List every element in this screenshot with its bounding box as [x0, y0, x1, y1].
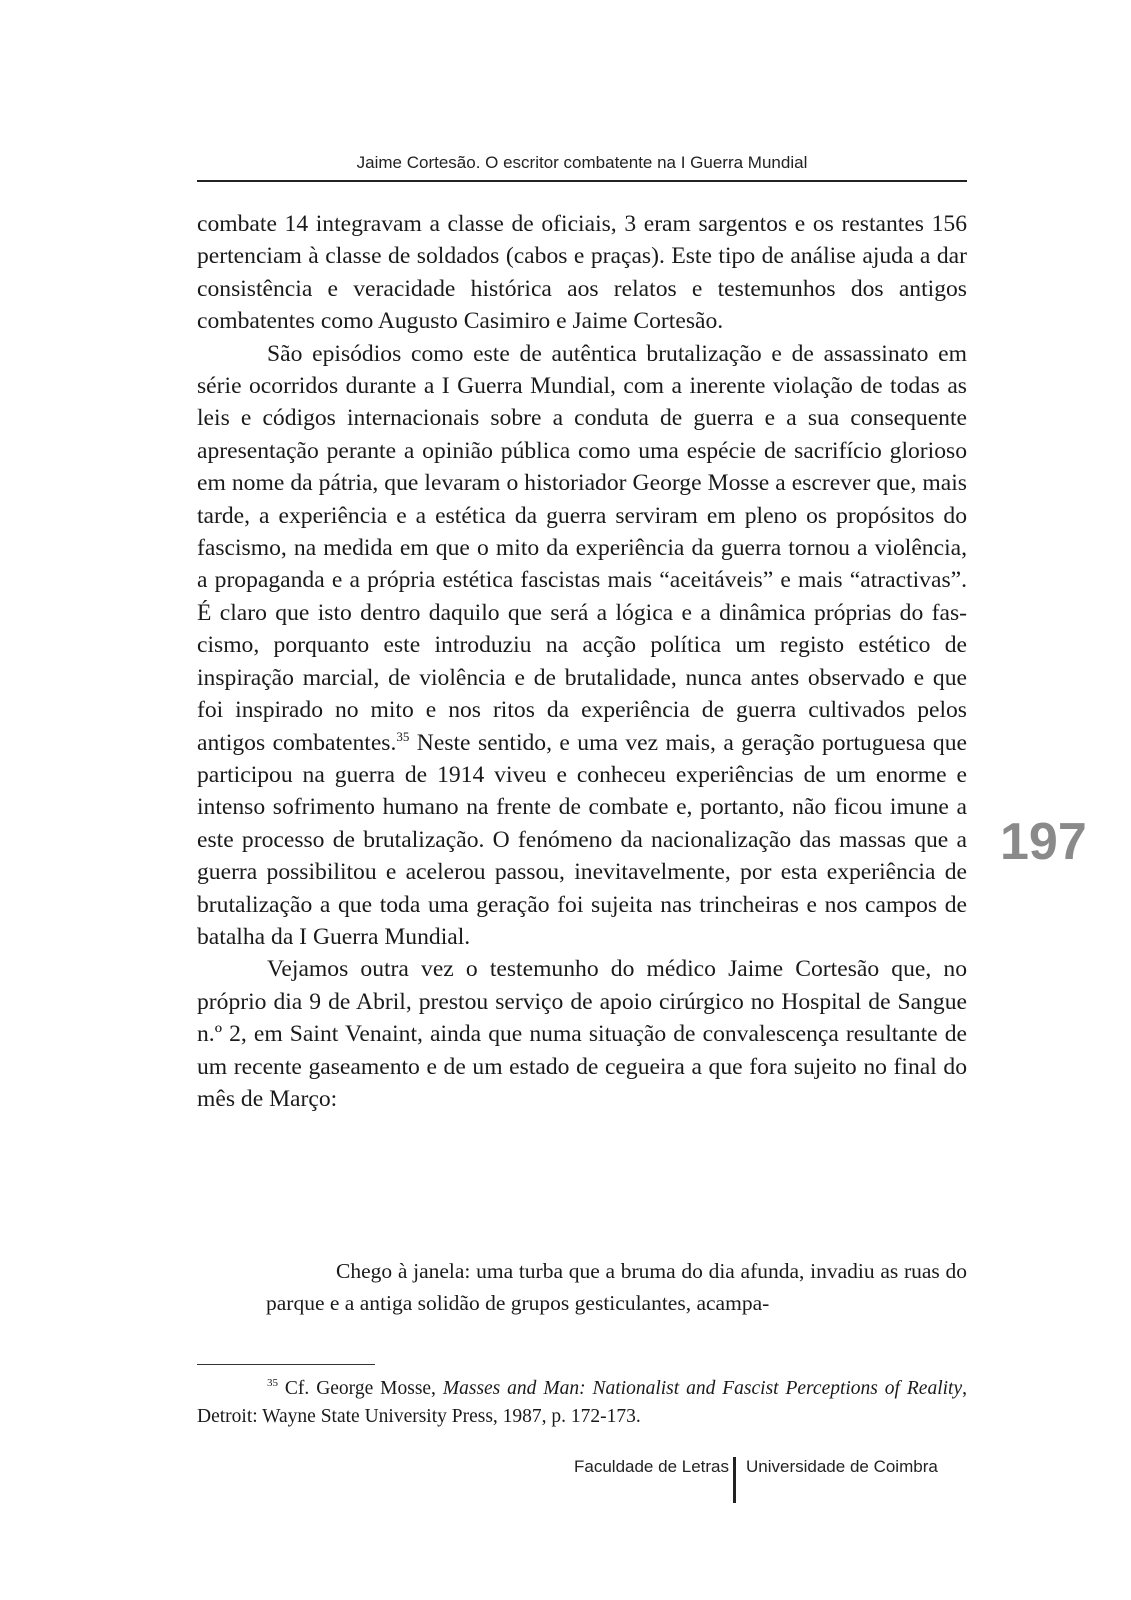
footer-faculty: Faculdade de Letras [574, 1457, 729, 1476]
paragraph-3: Vejamos outra vez o testemunho do médico Jaime Cortesão que, no próprio dia 9 de Abril, prestou serviço de apoio cirúrgico no Hospital de Sangue n.º 2, em Saint Venaint, ainda que numa situação de convalescença resultante de um recente gaseamento e de um estado de cegueira a que fora sujeito no final do mês de Março: [197, 956, 967, 1112]
footnote-number: 35 [267, 1377, 278, 1389]
body-text [197, 208, 967, 1115]
footnote-rule [197, 1364, 375, 1365]
footer-separator [733, 1457, 736, 1503]
footnote-suffix: , Detroit: Wayne State University Press, 1987, p. 172-173. [197, 1378, 967, 1427]
header-rule [197, 180, 967, 182]
footnote-reference-35[interactable]: 35 [396, 728, 410, 744]
running-header: Jaime Cortesão. O escritor combatente na I Guerra Mundial [356, 153, 808, 172]
footnote-prefix: Cf. George Mosse, [278, 1378, 443, 1399]
paragraph-2 [197, 338, 967, 954]
page-number: 197 [1000, 813, 1087, 871]
footer-university: Universidade de Coimbra [746, 1457, 938, 1476]
footnote-text [197, 1375, 967, 1431]
footnote-35 [197, 1375, 967, 1431]
footnote-book-title: Masses and Man: Nationalist and Fascist Perceptions of Reality [442, 1378, 963, 1399]
paragraph-2-part-2: Neste sentido, e uma vez mais, a geração portuguesa que participou na guerra de 1914 viveu e conheceu experiências de um enorme e intenso sofrimento humano na frente de combate e, portanto, não ficou imune a este processo de brutalização. O fenómeno da nacionalização das massas que a guerra possibilitou e acelerou passou, inevitavelmente, por esta experiência de brutalização a que toda uma geração foi sujeita nas trincheiras e nos campos de batalha da I Guerra Mundial. [197, 729, 967, 950]
block-quote-text: Chego à janela: uma turba que a bruma do dia afunda, invadiu as ruas do parque e a antiga solidão de grupos gesticulantes, acampa- [266, 1259, 967, 1315]
paragraph-2-part-1: São episódios como este de autêntica brutalização e de assassinato em série ocorridos durante a I Guerra Mundial, com a inerente violação de todas as leis e códigos internacionais sobre a conduta de guerra e a sua consequente apresentação perante a opinião pública como uma espécie de sacrifício glorioso em nome da pátria, que levaram o historiador George Mosse a escrever que, mais tarde, a experiência e a estética da guerra serviram em pleno os propósitos do fascismo, na medida em que o mito da experiência da guerra tornou a violência, a propaganda e a própria estética fascistas mais “aceitáveis” e mais “atractivas”. É claro que isto dentro daquilo que será a lógica e a dinâmica próprias do fascismo, porquanto este introduziu na acção política um registo estético de inspiração marcial, de violência e de brutalidade, nunca antes observado e que foi inspirado no mito e nos ritos da experiência de guerra cultivados pelos antigos combatentes. [197, 340, 967, 756]
block-quote [266, 1255, 967, 1319]
paragraph-1: combate 14 integravam a classe de oficiais, 3 eram sargentos e os restantes 156 pertenciam à classe de soldados (cabos e praças). Este tipo de análise ajuda a dar consistência e veracidade histórica aos relatos e testemunhos dos antigos combatentes como Augusto Casimiro e Jaime Cortesão. [197, 211, 967, 335]
